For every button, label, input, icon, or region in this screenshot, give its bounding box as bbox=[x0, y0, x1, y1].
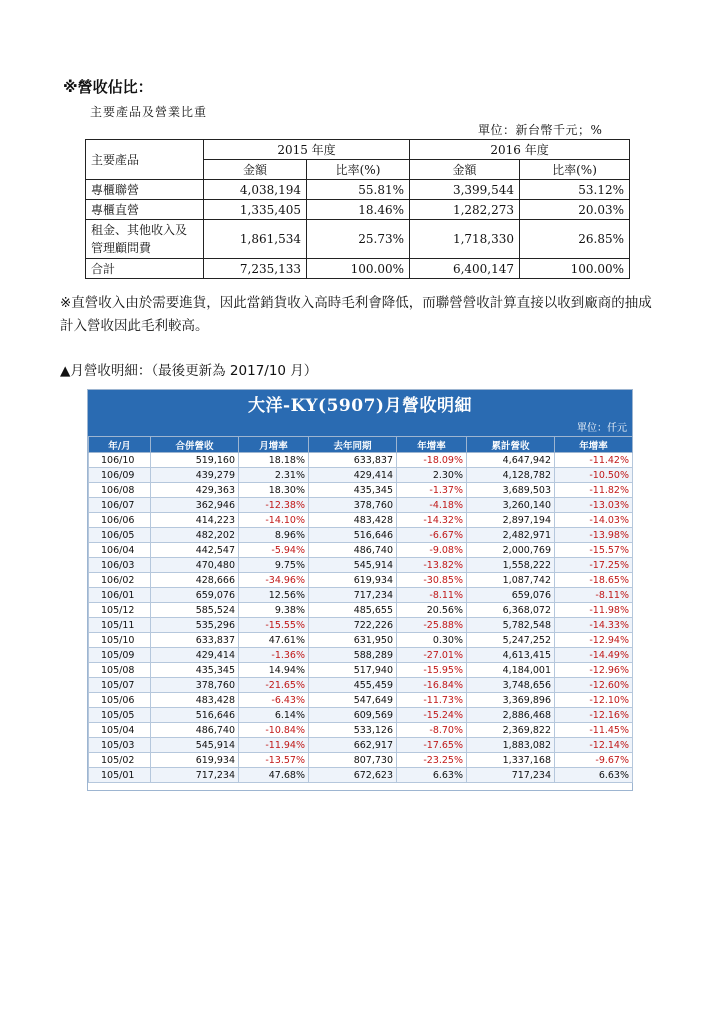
col-header-yoy: 年增率 bbox=[397, 437, 467, 453]
cumulative-revenue: 2,482,971 bbox=[467, 528, 555, 543]
col-header-last-year: 去年同期 bbox=[309, 437, 397, 453]
cumulative-yoy-rate: -17.25% bbox=[555, 558, 633, 573]
col-header-product: 主要產品 bbox=[86, 140, 204, 180]
year-month: 106/07 bbox=[89, 498, 151, 513]
revenue: 659,076 bbox=[151, 588, 239, 603]
revenue: 470,480 bbox=[151, 558, 239, 573]
table-row bbox=[89, 618, 633, 633]
cumulative-revenue: 3,748,656 bbox=[467, 678, 555, 693]
revenue: 442,547 bbox=[151, 543, 239, 558]
yoy-rate: -16.84% bbox=[397, 678, 467, 693]
last-year-revenue: 486,740 bbox=[309, 543, 397, 558]
last-year-revenue: 483,428 bbox=[309, 513, 397, 528]
cumulative-yoy-rate: -12.60% bbox=[555, 678, 633, 693]
col-header-amount: 金額 bbox=[410, 160, 520, 180]
amount-2016: 3,399,544 bbox=[410, 180, 520, 200]
table-header-row bbox=[86, 140, 630, 160]
monthly-revenue-table bbox=[88, 436, 633, 783]
last-year-revenue: 455,459 bbox=[309, 678, 397, 693]
table-row bbox=[89, 723, 633, 738]
table-row bbox=[89, 483, 633, 498]
cumulative-yoy-rate: -12.94% bbox=[555, 633, 633, 648]
yoy-rate: -18.09% bbox=[397, 453, 467, 468]
col-header-cumulative: 累計營收 bbox=[467, 437, 555, 453]
revenue: 378,760 bbox=[151, 678, 239, 693]
year-month: 105/02 bbox=[89, 753, 151, 768]
col-header-amount: 金額 bbox=[204, 160, 307, 180]
table-row bbox=[89, 588, 633, 603]
year-month: 105/11 bbox=[89, 618, 151, 633]
yoy-rate: -8.11% bbox=[397, 588, 467, 603]
yoy-rate: 2.30% bbox=[397, 468, 467, 483]
mom-rate: 47.61% bbox=[239, 633, 309, 648]
year-month: 105/09 bbox=[89, 648, 151, 663]
last-year-revenue: 516,646 bbox=[309, 528, 397, 543]
yoy-rate: 0.30% bbox=[397, 633, 467, 648]
cumulative-yoy-rate: 6.63% bbox=[555, 768, 633, 783]
mom-rate: -12.38% bbox=[239, 498, 309, 513]
last-year-revenue: 633,837 bbox=[309, 453, 397, 468]
year-month: 105/04 bbox=[89, 723, 151, 738]
cumulative-yoy-rate: -12.14% bbox=[555, 738, 633, 753]
yoy-rate: -27.01% bbox=[397, 648, 467, 663]
yoy-rate: -11.73% bbox=[397, 693, 467, 708]
mom-rate: 9.38% bbox=[239, 603, 309, 618]
ratio-2015: 55.81% bbox=[307, 180, 410, 200]
table-row bbox=[89, 498, 633, 513]
col-header-revenue: 合併營收 bbox=[151, 437, 239, 453]
cumulative-yoy-rate: -9.67% bbox=[555, 753, 633, 768]
table-row bbox=[89, 648, 633, 663]
table-row bbox=[89, 558, 633, 573]
revenue: 717,234 bbox=[151, 768, 239, 783]
year-month: 105/06 bbox=[89, 693, 151, 708]
ratio-2016: 20.03% bbox=[520, 200, 630, 220]
monthly-table-body bbox=[89, 453, 633, 783]
mom-rate: 9.75% bbox=[239, 558, 309, 573]
last-year-revenue: 485,655 bbox=[309, 603, 397, 618]
last-year-revenue: 631,950 bbox=[309, 633, 397, 648]
year-month: 105/07 bbox=[89, 678, 151, 693]
cumulative-revenue: 1,337,168 bbox=[467, 753, 555, 768]
revenue: 482,202 bbox=[151, 528, 239, 543]
product-name: 租金、其他收入及管理顧問費 bbox=[86, 220, 204, 259]
monthly-revenue-title: ▲月營收明細：（最後更新為 2017/10 月） bbox=[60, 363, 318, 379]
year-month: 105/03 bbox=[89, 738, 151, 753]
cumulative-revenue: 659,076 bbox=[467, 588, 555, 603]
table-row bbox=[86, 200, 630, 220]
last-year-revenue: 547,649 bbox=[309, 693, 397, 708]
yoy-rate: -14.32% bbox=[397, 513, 467, 528]
year-month: 106/04 bbox=[89, 543, 151, 558]
product-name: 專櫃直營 bbox=[86, 200, 204, 220]
cumulative-yoy-rate: -11.82% bbox=[555, 483, 633, 498]
ratio-2015: 25.73% bbox=[307, 220, 410, 259]
cumulative-revenue: 2,369,822 bbox=[467, 723, 555, 738]
cumulative-revenue: 4,613,415 bbox=[467, 648, 555, 663]
table-row bbox=[89, 678, 633, 693]
last-year-revenue: 378,760 bbox=[309, 498, 397, 513]
last-year-revenue: 545,914 bbox=[309, 558, 397, 573]
cumulative-yoy-rate: -10.50% bbox=[555, 468, 633, 483]
cumulative-yoy-rate: -13.03% bbox=[555, 498, 633, 513]
year-month: 105/12 bbox=[89, 603, 151, 618]
revenue: 439,279 bbox=[151, 468, 239, 483]
cumulative-revenue: 3,260,140 bbox=[467, 498, 555, 513]
monthly-header-row bbox=[89, 437, 633, 453]
yoy-rate: -8.70% bbox=[397, 723, 467, 738]
revenue: 429,363 bbox=[151, 483, 239, 498]
last-year-revenue: 807,730 bbox=[309, 753, 397, 768]
monthly-revenue-panel bbox=[87, 389, 633, 791]
yoy-rate: -15.95% bbox=[397, 663, 467, 678]
cumulative-revenue: 2,886,468 bbox=[467, 708, 555, 723]
table-row bbox=[89, 573, 633, 588]
yoy-rate: -30.85% bbox=[397, 573, 467, 588]
ratio-2016: 100.00% bbox=[520, 259, 630, 279]
yoy-rate: -25.88% bbox=[397, 618, 467, 633]
cumulative-yoy-rate: -11.42% bbox=[555, 453, 633, 468]
last-year-revenue: 588,289 bbox=[309, 648, 397, 663]
revenue: 362,946 bbox=[151, 498, 239, 513]
mom-rate: 18.30% bbox=[239, 483, 309, 498]
last-year-revenue: 619,934 bbox=[309, 573, 397, 588]
revenue: 435,345 bbox=[151, 663, 239, 678]
mom-rate: -21.65% bbox=[239, 678, 309, 693]
amount-2016: 1,282,273 bbox=[410, 200, 520, 220]
cumulative-yoy-rate: -12.96% bbox=[555, 663, 633, 678]
table-row bbox=[89, 513, 633, 528]
yoy-rate: -9.08% bbox=[397, 543, 467, 558]
revenue: 428,666 bbox=[151, 573, 239, 588]
revenue: 429,414 bbox=[151, 648, 239, 663]
year-month: 106/05 bbox=[89, 528, 151, 543]
cumulative-revenue: 3,689,503 bbox=[467, 483, 555, 498]
col-header-cumulative-yoy: 年增率 bbox=[555, 437, 633, 453]
mom-rate: 2.31% bbox=[239, 468, 309, 483]
table-row bbox=[89, 693, 633, 708]
cumulative-revenue: 3,369,896 bbox=[467, 693, 555, 708]
table-row bbox=[89, 708, 633, 723]
year-month: 106/09 bbox=[89, 468, 151, 483]
mom-rate: 18.18% bbox=[239, 453, 309, 468]
year-month: 106/01 bbox=[89, 588, 151, 603]
cumulative-revenue: 1,558,222 bbox=[467, 558, 555, 573]
table-row bbox=[89, 603, 633, 618]
last-year-revenue: 662,917 bbox=[309, 738, 397, 753]
cumulative-revenue: 4,647,942 bbox=[467, 453, 555, 468]
monthly-table-title: 大洋-KY(5907)月營收明細 bbox=[88, 390, 632, 422]
monthly-unit-label: 單位：仟元 bbox=[88, 422, 632, 436]
yoy-rate: -6.67% bbox=[397, 528, 467, 543]
revenue: 585,524 bbox=[151, 603, 239, 618]
yoy-rate: -17.65% bbox=[397, 738, 467, 753]
revenue-share-heading: ※營收佔比： bbox=[63, 78, 153, 96]
ratio-2016: 53.12% bbox=[520, 180, 630, 200]
cumulative-revenue: 2,897,194 bbox=[467, 513, 555, 528]
table-row bbox=[86, 180, 630, 200]
cumulative-revenue: 4,128,782 bbox=[467, 468, 555, 483]
year-month: 106/03 bbox=[89, 558, 151, 573]
cumulative-revenue: 6,368,072 bbox=[467, 603, 555, 618]
last-year-revenue: 717,234 bbox=[309, 588, 397, 603]
year-month: 106/02 bbox=[89, 573, 151, 588]
product-share-subheading: 主要產品及營業比重 bbox=[90, 105, 208, 119]
col-header-year-2016: 2016 年度 bbox=[410, 140, 630, 160]
table-row bbox=[86, 220, 630, 259]
table-row bbox=[89, 633, 633, 648]
revenue: 535,296 bbox=[151, 618, 239, 633]
cumulative-yoy-rate: -12.10% bbox=[555, 693, 633, 708]
yoy-rate: 20.56% bbox=[397, 603, 467, 618]
amount-2016: 6,400,147 bbox=[410, 259, 520, 279]
revenue: 633,837 bbox=[151, 633, 239, 648]
cumulative-yoy-rate: -14.03% bbox=[555, 513, 633, 528]
cumulative-yoy-rate: -14.49% bbox=[555, 648, 633, 663]
mom-rate: 6.14% bbox=[239, 708, 309, 723]
last-year-revenue: 429,414 bbox=[309, 468, 397, 483]
revenue: 486,740 bbox=[151, 723, 239, 738]
last-year-revenue: 722,226 bbox=[309, 618, 397, 633]
amount-2015: 4,038,194 bbox=[204, 180, 307, 200]
table-row bbox=[89, 453, 633, 468]
cumulative-revenue: 717,234 bbox=[467, 768, 555, 783]
last-year-revenue: 609,569 bbox=[309, 708, 397, 723]
cumulative-revenue: 5,782,548 bbox=[467, 618, 555, 633]
mom-rate: -34.96% bbox=[239, 573, 309, 588]
table-row bbox=[89, 753, 633, 768]
mom-rate: -14.10% bbox=[239, 513, 309, 528]
last-year-revenue: 672,623 bbox=[309, 768, 397, 783]
yoy-rate: -1.37% bbox=[397, 483, 467, 498]
cumulative-yoy-rate: -13.98% bbox=[555, 528, 633, 543]
cumulative-yoy-rate: -15.57% bbox=[555, 543, 633, 558]
cumulative-revenue: 4,184,001 bbox=[467, 663, 555, 678]
col-header-mom: 月增率 bbox=[239, 437, 309, 453]
cumulative-yoy-rate: -8.11% bbox=[555, 588, 633, 603]
table-row bbox=[89, 768, 633, 783]
mom-rate: 8.96% bbox=[239, 528, 309, 543]
product-name: 合計 bbox=[86, 259, 204, 279]
mom-rate: 12.56% bbox=[239, 588, 309, 603]
yoy-rate: -15.24% bbox=[397, 708, 467, 723]
amount-2015: 7,235,133 bbox=[204, 259, 307, 279]
revenue: 516,646 bbox=[151, 708, 239, 723]
mom-rate: -10.84% bbox=[239, 723, 309, 738]
cumulative-revenue: 1,087,742 bbox=[467, 573, 555, 588]
col-header-ratio: 比率(%) bbox=[307, 160, 410, 180]
col-header-ratio: 比率(%) bbox=[520, 160, 630, 180]
ratio-2016: 26.85% bbox=[520, 220, 630, 259]
amount-2016: 1,718,330 bbox=[410, 220, 520, 259]
revenue: 545,914 bbox=[151, 738, 239, 753]
unit-label: 單位：新台幣千元；% bbox=[478, 123, 603, 137]
table-row bbox=[89, 738, 633, 753]
last-year-revenue: 517,940 bbox=[309, 663, 397, 678]
mom-rate: -1.36% bbox=[239, 648, 309, 663]
year-month: 105/01 bbox=[89, 768, 151, 783]
table-row bbox=[89, 468, 633, 483]
revenue: 483,428 bbox=[151, 693, 239, 708]
year-month: 106/06 bbox=[89, 513, 151, 528]
yoy-rate: -13.82% bbox=[397, 558, 467, 573]
table-row bbox=[89, 663, 633, 678]
year-month: 105/05 bbox=[89, 708, 151, 723]
col-header-year-2015: 2015 年度 bbox=[204, 140, 410, 160]
yoy-rate: -4.18% bbox=[397, 498, 467, 513]
amount-2015: 1,861,534 bbox=[204, 220, 307, 259]
cumulative-yoy-rate: -12.16% bbox=[555, 708, 633, 723]
year-month: 105/10 bbox=[89, 633, 151, 648]
revenue: 414,223 bbox=[151, 513, 239, 528]
year-month: 106/10 bbox=[89, 453, 151, 468]
year-month: 106/08 bbox=[89, 483, 151, 498]
mom-rate: -15.55% bbox=[239, 618, 309, 633]
last-year-revenue: 533,126 bbox=[309, 723, 397, 738]
table-row bbox=[89, 543, 633, 558]
revenue: 519,160 bbox=[151, 453, 239, 468]
revenue-share-table bbox=[85, 139, 630, 279]
mom-rate: -11.94% bbox=[239, 738, 309, 753]
note-paragraph: ※直營收入由於需要進貨，因此當銷貨收入高時毛利會降低，而聯營營收計算直接以收到廠商的抽成計入營收因此毛利較高。 bbox=[60, 295, 652, 334]
mom-rate: -6.43% bbox=[239, 693, 309, 708]
year-month: 105/08 bbox=[89, 663, 151, 678]
cumulative-revenue: 1,883,082 bbox=[467, 738, 555, 753]
mom-rate: -13.57% bbox=[239, 753, 309, 768]
cumulative-yoy-rate: -14.33% bbox=[555, 618, 633, 633]
amount-2015: 1,335,405 bbox=[204, 200, 307, 220]
cumulative-yoy-rate: -11.45% bbox=[555, 723, 633, 738]
mom-rate: -5.94% bbox=[239, 543, 309, 558]
revenue: 619,934 bbox=[151, 753, 239, 768]
yoy-rate: 6.63% bbox=[397, 768, 467, 783]
yoy-rate: -23.25% bbox=[397, 753, 467, 768]
last-year-revenue: 435,345 bbox=[309, 483, 397, 498]
table-row-total bbox=[86, 259, 630, 279]
mom-rate: 47.68% bbox=[239, 768, 309, 783]
mom-rate: 14.94% bbox=[239, 663, 309, 678]
table-row bbox=[89, 528, 633, 543]
cumulative-revenue: 2,000,769 bbox=[467, 543, 555, 558]
product-name: 專櫃聯營 bbox=[86, 180, 204, 200]
ratio-2015: 100.00% bbox=[307, 259, 410, 279]
cumulative-revenue: 5,247,252 bbox=[467, 633, 555, 648]
col-header-year-month: 年/月 bbox=[89, 437, 151, 453]
ratio-2015: 18.46% bbox=[307, 200, 410, 220]
cumulative-yoy-rate: -18.65% bbox=[555, 573, 633, 588]
cumulative-yoy-rate: -11.98% bbox=[555, 603, 633, 618]
